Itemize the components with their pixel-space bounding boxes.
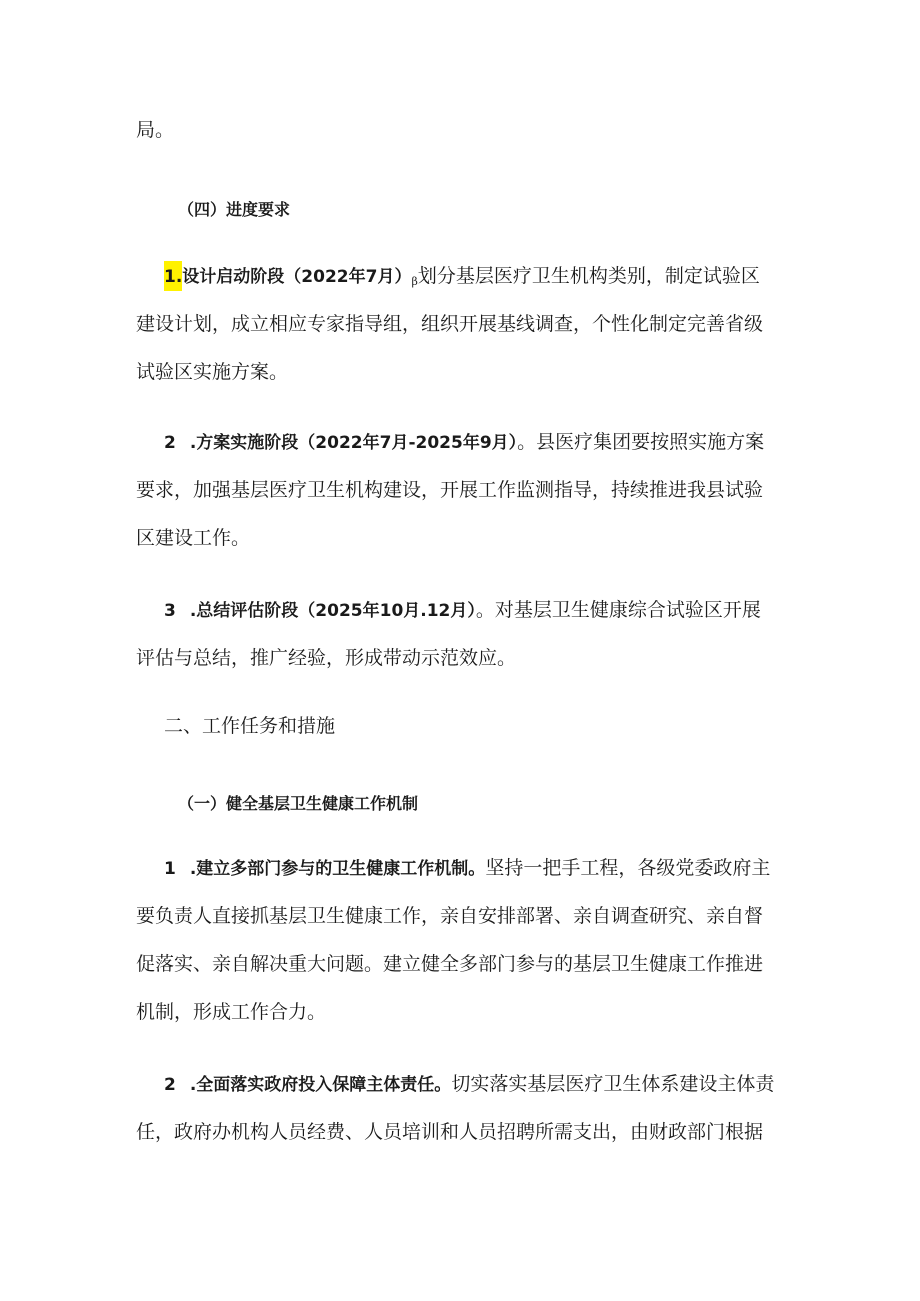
paragraph-line [164, 264, 760, 294]
item-text: 。对基层卫生健康综合试验区开展 [475, 599, 761, 621]
item-title: .方案实施阶段（2022年7月-2025年9月） [189, 433, 518, 453]
paragraph-line: 评估与总结，推广经验，形成带动示范效应。 [136, 647, 517, 669]
paragraph-line [164, 430, 764, 455]
item-number: 2 [164, 1075, 176, 1095]
item-title: .总结评估阶段（2025年10月.12月） [189, 601, 476, 621]
paragraph-line [164, 598, 761, 623]
subsection-heading: （一）健全基层卫生健康工作机制 [178, 794, 419, 813]
item-text: 划分基层医疗卫生机构类别，制定试验区 [417, 265, 760, 287]
paragraph-line [164, 1072, 774, 1097]
paragraph-line: 任，政府办机构人员经费、人员培训和人员招聘所需支出，由财政部门根据 [136, 1121, 764, 1143]
paragraph-line: 试验区实施方案。 [136, 361, 289, 383]
section-heading-two: 二、工作任务和措施 [164, 715, 336, 737]
item-number: 3 [164, 601, 176, 621]
item-number: 2 [164, 433, 176, 453]
stray-mark: β [411, 275, 418, 288]
paragraph-line: 要求，加强基层医疗卫生机构建设，开展工作监测指导，持续推进我县试验 [136, 479, 764, 501]
item-text: 。县医疗集团要按照实施方案 [517, 431, 765, 453]
paragraph-line: 局。 [136, 119, 175, 141]
item-title: 设计启动阶段（2022年7月） [182, 267, 412, 287]
paragraph-line: 建设计划，成立相应专家指导组，组织开展基线调查，个性化制定完善省级 [136, 313, 764, 335]
item-text: 切实落实基层医疗卫生体系建设主体责 [451, 1073, 775, 1095]
paragraph-line: 促落实、亲自解决重大问题。建立健全多部门参与的基层卫生健康工作推进 [136, 953, 764, 975]
item-number: 1 [164, 859, 176, 879]
item-text: 坚持一把手工程，各级党委政府主 [485, 857, 771, 879]
paragraph-line: 要负责人直接抓基层卫生健康工作，亲自安排部署、亲自调查研究、亲自督 [136, 905, 764, 927]
paragraph-line [164, 856, 770, 881]
paragraph-line: 区建设工作。 [136, 527, 251, 549]
paragraph-line: 机制，形成工作合力。 [136, 1001, 327, 1023]
item-number-highlighted: 1. [164, 261, 182, 291]
item-title: .全面落实政府投入保障主体责任。 [189, 1075, 452, 1095]
item-title: .建立多部门参与的卫生健康工作机制。 [189, 859, 486, 879]
section-heading-four: （四）进度要求 [178, 200, 291, 219]
